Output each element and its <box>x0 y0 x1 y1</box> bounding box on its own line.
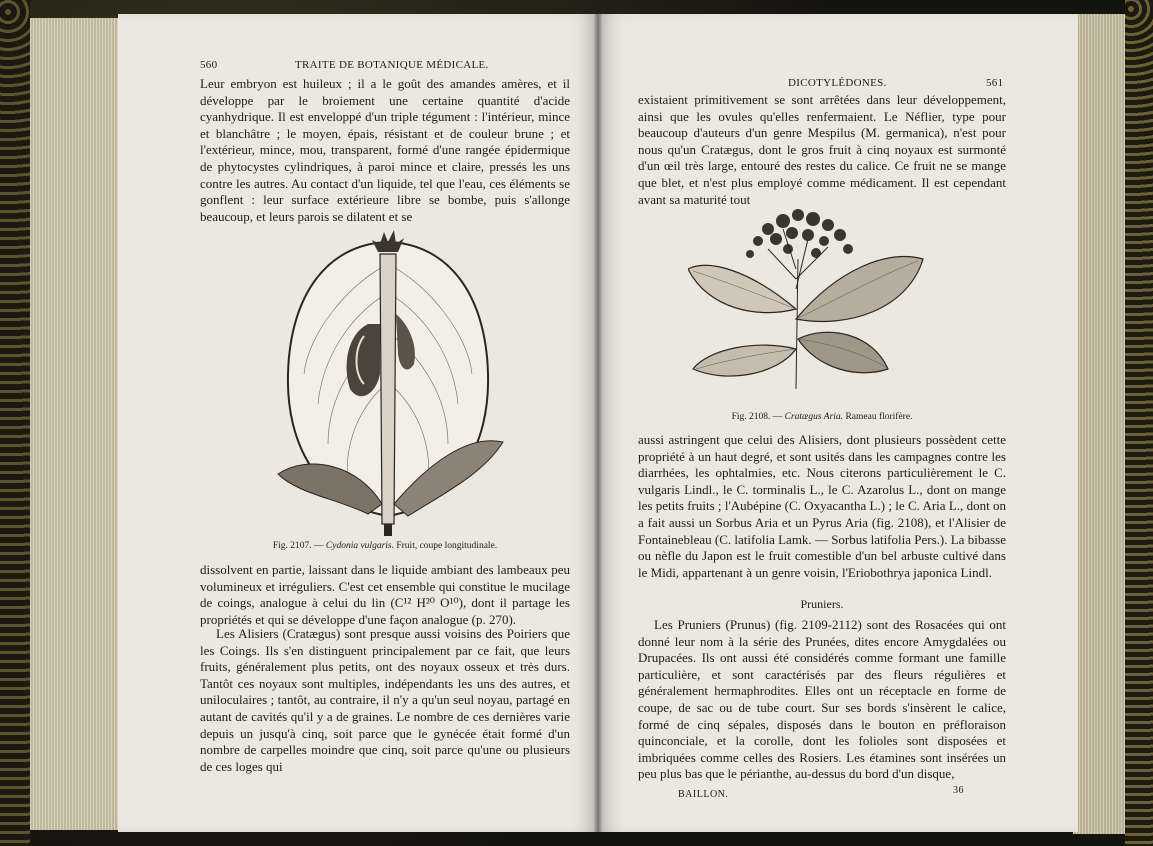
fig-2108-species: Cratægus Aria. <box>784 412 844 422</box>
footer-signature: 36 <box>953 785 964 796</box>
book-gutter <box>594 14 602 832</box>
left-paragraph-top-text: Leur embryon est huileux ; il a le goût des amandes amères, et il développe par le broiement une certaine quantité d'acide cyanhydrique. Il est enveloppé d'un triple tégument : l'intérieur, mince et blanchâtre ; le moyen, épais, résistant et de couleur brune ; et l'extérieur, mince, mou, transparent, formé d'une rangée épidermique de phytocystes cylindriques, à paroi mince et claire, pressés les uns contre les autres. Au contact d'un liquide, tel que l'eau, ces éléments se gonflent : leur surface extérieure libre se bombe, puis s'allonge beaucoup, et leurs parois se dilatent et se <box>200 76 570 224</box>
left-paragraph-mid <box>200 562 570 628</box>
right-paragraph-top-text: existaient primitivement se sont arrêtées dans leur développement, ainsi que les ovules qu'elles renfermaient. Le Néflier, type pour beaucoup d'auteurs d'un genre Mespilus (M. germanica), n'est pour nous qu'un Cratægus, dont le gros fruit à cinq noyaux est surmonté d'un œil très large, entouré des restes du calice. Ce fruit ne se mange que blet, et n'est plus employé comme médicament. Il est cependant avant sa maturité tout <box>638 92 1006 207</box>
left-page <box>118 14 598 832</box>
right-page <box>598 14 1078 832</box>
figure-2107-quince-section <box>268 224 508 536</box>
fig-2107-label: Fig. 2107. — <box>272 541 324 551</box>
left-paragraph-bottom <box>200 626 570 775</box>
figure-2107-caption <box>200 541 570 551</box>
book-cover-left <box>0 0 30 846</box>
page-edges-right <box>1073 14 1125 834</box>
page-edges-left <box>30 18 120 830</box>
footer-author: BAILLON. <box>678 789 729 800</box>
right-paragraph-bottom-text: Les Pruniers (Prunus) (fig. 2109-2112) sont des Rosacées qui ont donné leur nom à la série des Prunées, dites encore Amygdalées ou Drupacées. Ils ont aussi été considérés comme formant une famille particulière, et sont caractérisés par des fleurs régulières et généralement hermaphrodites. Elles ont un réceptacle en forme de coupe, de sac ou de tube court. Sur ses bords s'insèrent le calice, formé de cinq sépales, disposés dans le bouton en préfloraison quinconciale, et la corolle, dont les folioles sont disposées et imbriquées comme celles des Rosiers. Les étamines sont insérées un peu plus bas que le périanthe, au-dessus du bord d'un disque, <box>638 617 1006 782</box>
right-running-title: DICOTYLÉDONES. <box>788 77 887 89</box>
fig-2108-label: Fig. 2108. — <box>731 412 783 422</box>
section-title: Pruniers. <box>800 597 844 611</box>
figure-2108-cratægus-branch <box>688 199 928 404</box>
right-page-number: 561 <box>986 77 1004 89</box>
right-paragraph-bottom <box>638 617 1006 783</box>
right-paragraph-mid-text: aussi astringent que celui des Alisiers, dont plusieurs possèdent cette propriété à un haut degré, et sont usités dans les campagnes contre les diarrhées, les ophtalmies, etc. Nous citerons particulièrement le C. vulgaris Lindl., le C. torminalis L., le C. Azarolus L., dont on mange les petits fruits ; l'Aubépine (C. Oxyacantha L.) ; le C. Aria L., dont on a fait aussi un Sorbus Aria et un Pyrus Aria (fig. 2108), et l'Alisier de Fontainebleau (C. latifolia Lamk. — Sorbus latifolia Pers.). La bibasse ou nèfle du Japon est le fruit comestible d'un bel arbuste cultivé dans le Midi, appartenant à un genre voisin, l'Eriobothrya japonica Lindl. <box>638 432 1006 580</box>
left-paragraph-bottom-text: Les Alisiers (Cratægus) sont presque aussi voisins des Poiriers que les Coings. Ils s'en distinguent principalement par ce fait, que leurs fruits, généralement plus petits, ont des noyaux osseux et très durs. Tantôt ces noyaux sont multiples, indépendants les uns des autres, et uniloculaires ; tantôt, au contraire, il n'y a qu'un seul noyau, partagé en autant de cavités qu'il y a de graines. Le nombre de ces dernières varie depuis un jusqu'à cinq, soit parce que le gynécée était formé d'un nombre de carpelles moindre que cinq, soit parce qu'une ou plusieurs de ces loges qui <box>200 626 570 774</box>
fig-2108-description: Rameau florifère. <box>845 412 913 422</box>
left-paragraph-top <box>200 76 570 224</box>
figure-2108-caption <box>638 412 1006 422</box>
right-paragraph-top <box>638 92 1006 207</box>
fig-2107-description: Fruit, coupe longitudinale. <box>396 541 498 551</box>
book-cover-right <box>1125 0 1153 846</box>
left-running-title: TRAITE DE BOTANIQUE MÉDICALE. <box>295 59 489 71</box>
left-page-number: 560 <box>200 59 218 71</box>
right-paragraph-mid <box>638 432 1006 581</box>
left-paragraph-mid-text: dissolvent en partie, laissant dans le liquide ambiant des lambeaux peu volumineux et irréguliers. C'est cet ensemble qui constitue le mucilage de coings, analogue à celui du lin (C¹² H²⁰ O¹⁰), dont il partage les propriétés et qui se développe d'une façon analogue (p. 270). <box>200 562 570 627</box>
fig-2107-species: Cydonia vulgaris. <box>325 541 394 551</box>
